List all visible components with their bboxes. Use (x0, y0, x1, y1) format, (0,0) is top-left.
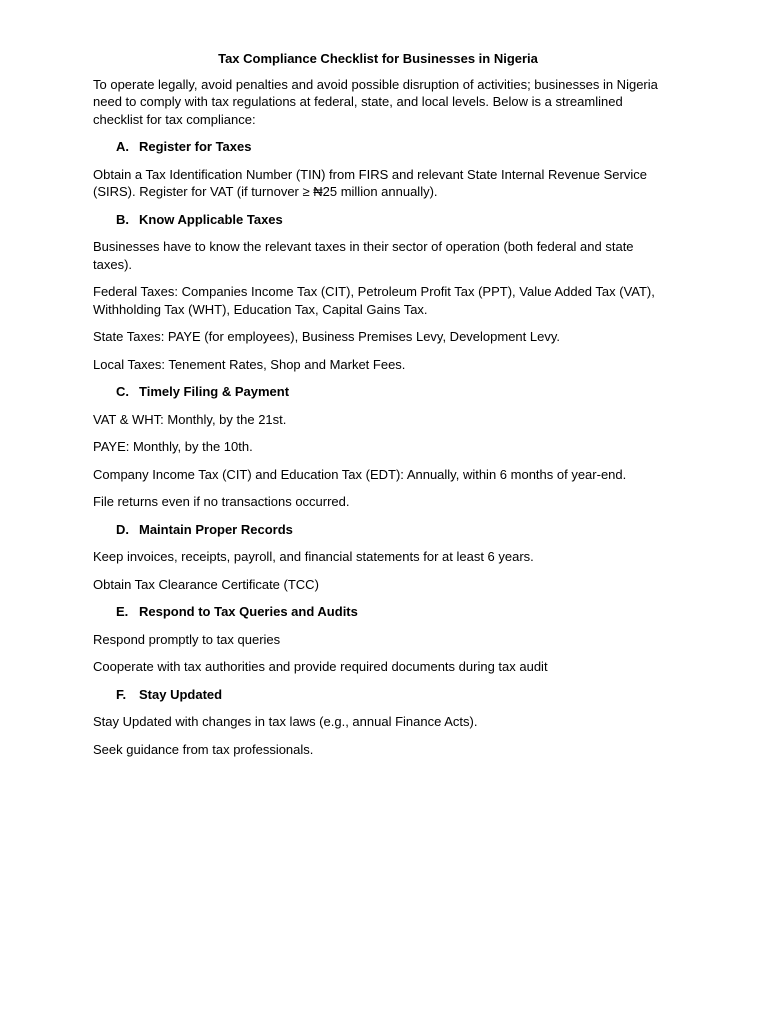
section-heading-text: Know Applicable Taxes (139, 211, 283, 227)
section-e (93, 603, 673, 676)
section-paragraph: Local Taxes: Tenement Rates, Shop and Market Fees. (93, 356, 406, 372)
section-paragraph: Company Income Tax (CIT) and Education Tax (EDT): Annually, within 6 months of year-end. (93, 466, 627, 482)
section-heading (93, 686, 673, 704)
section-letter: B. (116, 211, 129, 227)
section-heading (93, 383, 673, 401)
section-paragraph: Stay Updated with changes in tax laws (e.g., annual Finance Acts). (93, 714, 478, 729)
document-title: Tax Compliance Checklist for Businesses in Nigeria (218, 51, 538, 66)
section-paragraph: Businesses have to know the relevant taxes in their sector of operation (both federal and state taxes). (93, 239, 634, 272)
section-paragraph: File returns even if no transactions occurred. (93, 494, 350, 509)
section-letter: C. (116, 384, 129, 399)
section-heading-text: Maintain Proper Records (139, 521, 293, 537)
section-heading-text: Stay Updated (139, 686, 223, 702)
section-f (93, 686, 673, 759)
section-paragraph: Respond promptly to tax queries (93, 631, 281, 647)
section-heading-text: Timely Filing & Payment (139, 384, 290, 399)
section-paragraph: PAYE: Monthly, by the 10th. (93, 439, 253, 454)
section-paragraph: State Taxes: PAYE (for employees), Business Premises Levy, Development Levy. (93, 329, 560, 344)
document-page (93, 50, 673, 768)
section-paragraph: Cooperate with tax authorities and provide required documents during tax audit (93, 659, 548, 674)
section-d (93, 521, 673, 594)
intro-paragraph: To operate legally, avoid penalties and avoid possible disruption of activities; businesses in Nigeria need to comply with tax regulations at federal, state, and local levels. Below is a streamlined checklist for tax compliance: (93, 76, 658, 127)
section-letter: D. (116, 521, 129, 537)
section-heading (93, 211, 673, 229)
section-b (93, 211, 673, 374)
section-paragraph: Obtain a Tax Identification Number (TIN) from FIRS and relevant State Internal Revenue Service (SIRS). Register for VAT (if turnover ≥ ₦25 million annually). (93, 166, 647, 199)
section-heading-text: Respond to Tax Queries and Audits (139, 604, 358, 619)
section-paragraph: Obtain Tax Clearance Certificate (TCC) (93, 576, 319, 592)
section-a (93, 138, 673, 201)
section-letter: E. (116, 604, 129, 619)
section-heading (93, 138, 673, 156)
section-letter: A. (116, 139, 129, 154)
section-letter: F. (116, 686, 127, 702)
section-paragraph: Keep invoices, receipts, payroll, and financial statements for at least 6 years. (93, 549, 534, 564)
section-paragraph: Seek guidance from tax professionals. (93, 741, 314, 757)
section-heading (93, 603, 673, 621)
section-paragraph: Federal Taxes: Companies Income Tax (CIT), Petroleum Profit Tax (PPT), Value Added Tax (VAT), Withholding Tax (WHT), Education Tax, Capital Gains Tax. (93, 284, 655, 317)
section-heading-text: Register for Taxes (139, 139, 252, 154)
section-c (93, 383, 673, 511)
section-paragraph: VAT & WHT: Monthly, by the 21st. (93, 411, 287, 427)
section-heading (93, 521, 673, 539)
